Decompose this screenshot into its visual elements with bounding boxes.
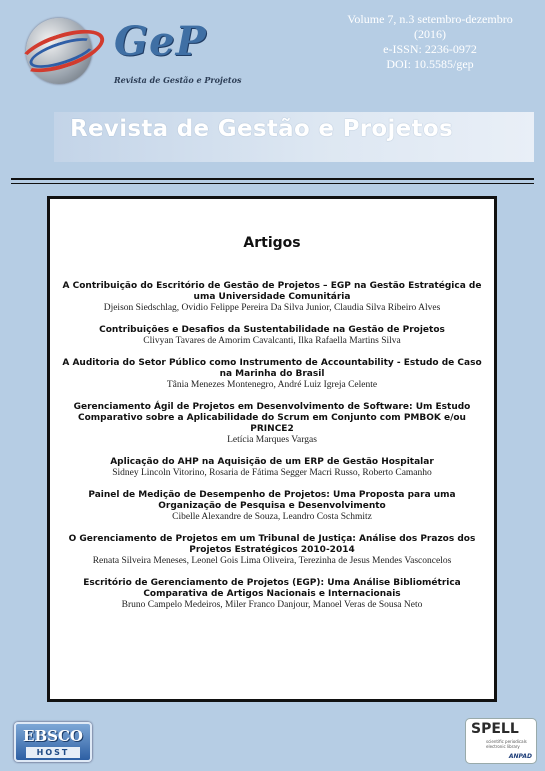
article-title: Painel de Medição de Desempenho de Projetos: Uma Proposta para uma Organização de Pesquisa e Desenvolvimento <box>88 490 456 511</box>
article-authors: Letícia Marques Vargas <box>227 435 317 445</box>
cover-header <box>0 0 545 110</box>
article-title: O Gerenciamento de Projetos em um Tribunal de Justiça: Análise dos Prazos dos Projetos Estratégicos 2010-2014 <box>68 534 476 555</box>
article-title: Gerenciamento Ágil de Projetos em Desenvolvimento de Software: Um Estudo Comparativo sobre a Aplicabilidade do Scrum em Conjunto com PMBOK e/ou PRINCE2 <box>73 402 471 434</box>
article-title: Aplicação do AHP na Aquisição de um ERP de Gestão Hospitalar <box>110 457 434 467</box>
article-title: A Contribuição do Escritório de Gestão de Projetos – EGP na Gestão Estratégica de uma Universidade Comunitária <box>62 281 482 302</box>
spell-logo-subtitle: scientific periodicals electronic library <box>486 739 527 749</box>
article-authors: Bruno Campelo Medeiros, Miler Franco Danjour, Manoel Veras de Sousa Neto <box>121 600 423 610</box>
article-item[interactable] <box>50 534 494 567</box>
spell-logo[interactable] <box>465 718 537 764</box>
logo-title: GeP <box>114 18 207 65</box>
issue-volume: Volume 7, n.3 setembro-dezembro <box>347 12 513 26</box>
article-item[interactable] <box>50 402 494 446</box>
issue-doi: DOI: 10.5585/gep <box>386 57 474 71</box>
anpad-logo-text: ANPAD <box>508 753 532 760</box>
article-item[interactable] <box>50 358 494 391</box>
spell-logo-text: SPELL <box>471 721 519 737</box>
article-authors: Tânia Menezes Montenegro, André Luiz Igreja Celente <box>166 380 378 390</box>
article-item[interactable] <box>50 578 494 611</box>
journal-title: Revista de Gestão e Projetos <box>70 116 453 142</box>
issue-year: (2016) <box>414 27 446 41</box>
gep-logo <box>22 10 242 90</box>
article-item[interactable] <box>50 457 494 479</box>
article-title: Contribuições e Desafios da Sustentabilidade na Gestão de Projetos <box>99 325 445 335</box>
issue-info <box>325 12 535 72</box>
article-item[interactable] <box>50 281 494 314</box>
article-item[interactable] <box>50 325 494 347</box>
article-title: A Auditoria do Setor Público como Instrumento de Accountability - Estudo de Caso na Marinha do Brasil <box>62 358 482 379</box>
contents-frame <box>47 196 497 702</box>
article-authors: Renata Silveira Meneses, Leonel Gois Lima Oliveira, Terezinha de Jesus Mendes Vasconcelos <box>92 556 452 566</box>
article-authors: Sidney Lincoln Vitorino, Rosaria de Fátima Segger Macri Russo, Roberto Camanho <box>112 468 432 478</box>
article-list <box>50 281 494 622</box>
divider-thick <box>11 178 534 180</box>
article-title: Escritório de Gerenciamento de Projetos (EGP): Uma Análise Bibliométrica Comparativa de Artigos Nacionais e Internacionais <box>83 578 461 599</box>
issue-issn: e-ISSN: 2236-0972 <box>383 42 477 56</box>
ebsco-host-text: HOST <box>26 747 80 758</box>
article-item[interactable] <box>50 490 494 523</box>
section-title: Artigos <box>243 235 301 251</box>
ebsco-logo-text: EBSCO <box>23 727 83 745</box>
ebsco-host-logo[interactable] <box>14 722 92 762</box>
article-authors: Cibelle Alexandre de Souza, Leandro Costa Schmitz <box>172 512 372 522</box>
logo-subtitle: Revista de Gestão e Projetos <box>114 75 242 85</box>
article-authors: Clivyan Tavares de Amorim Cavalcanti, Ilka Rafaella Martins Silva <box>143 336 401 346</box>
divider-thin <box>11 183 534 184</box>
article-authors: Djeison Siedschlag, Ovidio Felippe Pereira Da Silva Junior, Claudia Silva Ribeiro Alves <box>103 303 441 313</box>
